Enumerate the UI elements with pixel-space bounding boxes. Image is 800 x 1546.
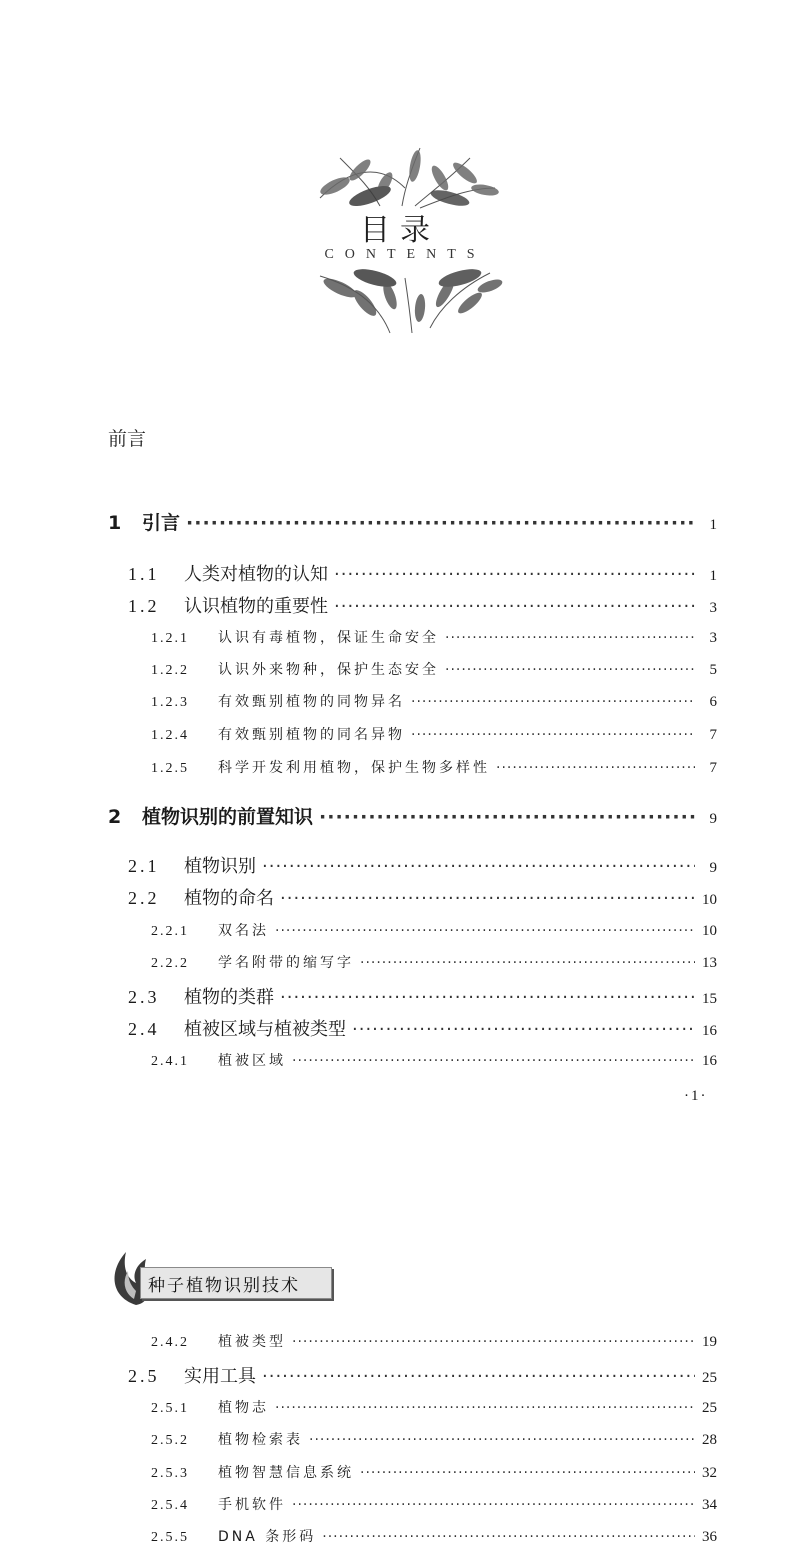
toc-entry-page: 32: [702, 1465, 717, 1481]
dot-leader: [322, 1529, 695, 1545]
toc-entry[interactable]: [151, 659, 717, 679]
dot-leader: [445, 662, 695, 678]
toc-entry-title: 植被区域与植被类型: [184, 1019, 346, 1040]
toc-entry-number: 2.5.2: [151, 1433, 189, 1448]
toc-entry-title: 植物识别: [184, 856, 256, 877]
toc-entry-page: 19: [702, 1334, 717, 1350]
toc-entry[interactable]: [151, 1494, 717, 1514]
toc-entry-page: 7: [709, 760, 717, 776]
toc-entry[interactable]: [151, 1526, 717, 1546]
toc-entry-number: 2.1: [128, 856, 160, 876]
toc-entry-page: 36: [702, 1529, 717, 1545]
toc-entry[interactable]: [108, 802, 717, 829]
toc-entry-number: 1.2.5: [151, 761, 189, 776]
toc-entry[interactable]: [151, 952, 717, 972]
toc-entry-number: 2.3: [128, 987, 160, 1007]
toc-entry[interactable]: [151, 1331, 717, 1351]
toc-entry-title: 双名法: [218, 923, 269, 939]
toc-entry-title: 认识外来物种，保护生态安全: [218, 662, 439, 678]
toc-entry-page: 10: [702, 923, 717, 939]
toc-entry-number: 2.5.5: [151, 1530, 189, 1545]
toc-entry-number: 1.2.1: [151, 631, 189, 646]
toc-entry-title: 引言: [142, 512, 181, 534]
toc-entry-number: 1.2.3: [151, 695, 189, 710]
dot-leader: [275, 1400, 695, 1416]
toc-entry-title: 科学开发利用植物，保护生物多样性: [218, 760, 490, 776]
toc-entry-number: 2: [108, 806, 122, 828]
dot-leader: [186, 512, 695, 534]
toc-entry-page: 3: [709, 600, 717, 616]
toc-entry-title: 实用工具: [184, 1366, 256, 1387]
toc-entry-page: 15: [702, 991, 717, 1007]
toc-entry-number: 1.1: [128, 564, 160, 584]
page-title: 目录: [360, 213, 440, 248]
toc-entry-number: 1.2.4: [151, 728, 189, 743]
dot-leader: [360, 955, 695, 971]
toc-preface[interactable]: 前言: [108, 428, 147, 450]
toc-entry-number: 2.5: [128, 1366, 160, 1386]
toc-entry[interactable]: [128, 983, 717, 1009]
toc-entry-page: 34: [702, 1497, 717, 1513]
toc-entry[interactable]: [128, 1362, 717, 1388]
dot-leader: [352, 1019, 695, 1040]
toc-entry[interactable]: [151, 1462, 717, 1482]
dot-leader: [334, 596, 695, 617]
dot-leader: [411, 694, 695, 710]
toc-entry-number: 1.2.2: [151, 663, 189, 678]
toc-entry-title: 植物的命名: [184, 888, 274, 909]
dot-leader: [292, 1497, 695, 1513]
dot-leader: [292, 1334, 695, 1350]
toc-entry[interactable]: [128, 560, 717, 586]
dot-leader: [262, 1366, 695, 1387]
toc-entry-title: 植物识别的前置知识: [142, 806, 314, 828]
toc-entry-number: 1: [108, 512, 122, 534]
toc-entry[interactable]: [128, 852, 717, 878]
toc-entry-title: 植物检索表: [218, 1432, 303, 1448]
toc-entry-title: 植被类型: [218, 1334, 286, 1350]
dot-leader: [496, 760, 695, 776]
toc-entry-number: 2.4.2: [151, 1335, 189, 1350]
dot-leader: [262, 856, 695, 877]
dot-leader: [319, 806, 695, 828]
toc-entry-number: 2.2.1: [151, 924, 189, 939]
dot-leader: [411, 727, 695, 743]
toc-entry[interactable]: [151, 627, 717, 647]
toc-entry-number: 2.4.1: [151, 1054, 189, 1069]
toc-entry-number: 2.2.2: [151, 956, 189, 971]
toc-entry[interactable]: [151, 1397, 717, 1417]
toc-entry[interactable]: [151, 724, 717, 744]
toc-entry-page: 9: [709, 811, 717, 827]
toc-entry-title: 认识有毒植物，保证生命安全: [218, 630, 439, 646]
dot-leader: [292, 1053, 695, 1069]
toc-entry[interactable]: [151, 920, 717, 940]
toc-entry-title: 有效甄别植物的同名异物: [218, 727, 405, 743]
running-head-title: 种子植物识别技术: [148, 1276, 300, 1296]
toc-entry-number: 2.4: [128, 1019, 160, 1039]
toc-entry-title: 认识植物的重要性: [184, 596, 328, 617]
toc-entry-page: 13: [702, 955, 717, 971]
toc-entry[interactable]: [151, 757, 717, 777]
page-number: ·1·: [684, 1088, 708, 1104]
dot-leader: [309, 1432, 695, 1448]
toc-entry-page: 9: [709, 860, 717, 876]
toc-entry-title: 植物的类群: [184, 987, 274, 1008]
toc-entry-page: 25: [702, 1400, 717, 1416]
toc-entry-number: 2.5.1: [151, 1401, 189, 1416]
toc-entry[interactable]: [128, 884, 717, 910]
toc-entry-title: 手机软件: [218, 1497, 286, 1513]
toc-entry[interactable]: [128, 592, 717, 618]
toc-entry-title: 学名附带的缩写字: [218, 955, 354, 971]
page-subtitle: CONTENTS: [324, 247, 486, 262]
toc-entry-title: 人类对植物的认知: [184, 564, 328, 585]
toc-entry-page: 10: [702, 892, 717, 908]
toc-entry[interactable]: [151, 1429, 717, 1449]
toc-entry-page: 1: [709, 517, 717, 533]
dot-leader: [280, 987, 695, 1008]
toc-entry-title: 植物志: [218, 1400, 269, 1416]
toc-entry-page: 28: [702, 1432, 717, 1448]
toc-entry-title: 植物智慧信息系统: [218, 1465, 354, 1481]
toc-entry-page: 25: [702, 1370, 717, 1386]
toc-entry[interactable]: [151, 691, 717, 711]
toc-entry-title: 植被区域: [218, 1053, 286, 1069]
toc-entry-page: 16: [702, 1023, 717, 1039]
dot-leader: [334, 564, 695, 585]
dot-leader: [360, 1465, 695, 1481]
toc-entry-page: 5: [709, 662, 717, 678]
toc-entry-number: 2.5.4: [151, 1498, 189, 1513]
dot-leader: [445, 630, 695, 646]
toc-entry-number: 1.2: [128, 596, 160, 616]
toc-entry-number: 2.2: [128, 888, 160, 908]
toc-entry-page: 6: [709, 694, 717, 710]
toc-entry[interactable]: [108, 508, 717, 535]
toc-entry-page: 7: [709, 727, 717, 743]
toc-entry-title: 有效甄别植物的同物异名: [218, 694, 405, 710]
toc-entry-title: DNA 条形码: [218, 1529, 317, 1545]
dot-leader: [280, 888, 695, 909]
toc-entry[interactable]: [151, 1050, 717, 1070]
toc-entry[interactable]: [128, 1015, 717, 1041]
dot-leader: [275, 923, 695, 939]
toc-entry-page: 1: [709, 568, 717, 584]
toc-entry-page: 16: [702, 1053, 717, 1069]
toc-entry-number: 2.5.3: [151, 1466, 189, 1481]
toc-entry-page: 3: [709, 630, 717, 646]
